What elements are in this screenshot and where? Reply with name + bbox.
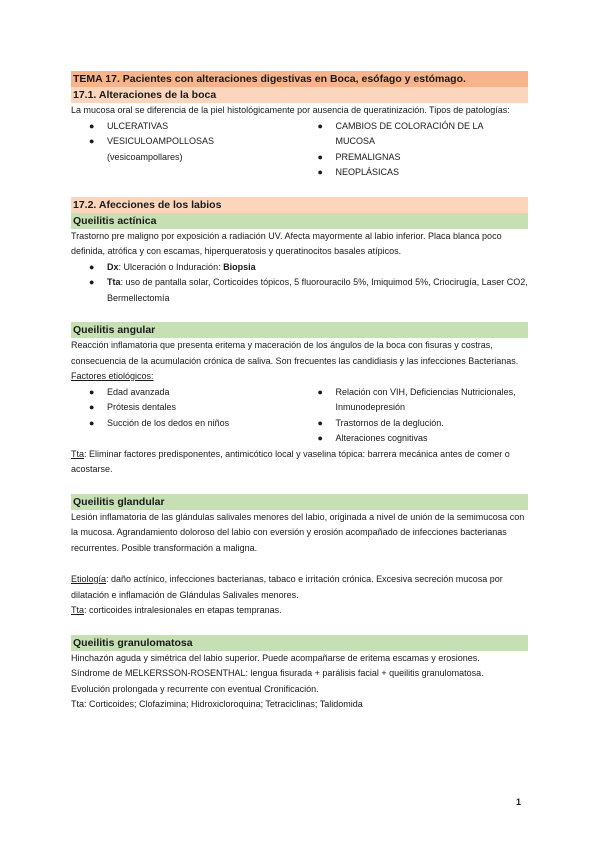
topic-title: TEMA 17. Pacientes con alteraciones digestivas en Boca, esófago y estómago. <box>71 71 528 87</box>
subsection-title-actinica: Queilitis actínica <box>71 213 528 229</box>
list-item: ● Prótesis dentales <box>71 400 300 416</box>
bullet-icon: ● <box>89 386 95 397</box>
glandular-tta: Tta: corticoides intralesionales en etapas tempranas. <box>71 605 282 615</box>
bullet-icon: ● <box>89 277 95 287</box>
page-number: 1 <box>516 797 522 807</box>
granulomatosa-line-4: Tta: Corticoides; Clofazimina; Hidroxicloroquina; Tetraciclinas; Talidomida <box>71 699 363 709</box>
factores-list-right <box>300 385 529 447</box>
list-item: ● PREMALIGNAS <box>300 150 529 166</box>
bullet-icon: ● <box>89 261 95 272</box>
list-item: ● NEOPLÁSICAS <box>300 165 529 181</box>
factores-label: Factores etiológicos: <box>71 371 154 381</box>
document-page <box>71 71 528 713</box>
list-item: ● Tta: uso de pantalla solar, Corticoides tópicos, 5 fluorouracilo 5%, Imiquimod 5%, Criocirugía, Laser CO2, Bermellectomía <box>89 277 528 303</box>
subsection-title-angular: Queilitis angular <box>71 322 528 338</box>
glandular-text: Lesión inflamatoria de las glándulas salivales menores del labio, originada a nivel de unión de la semimucosa con la mucosa. Agrandamiento doloroso del labio con eversión y erosión acompañado de infecciones bacterianas recurrentes. Posible transformación a maligna. <box>71 511 525 553</box>
subsection-title-glandular: Queilitis glandular <box>71 494 528 510</box>
list-item: ● Alteraciones cognitivas <box>300 431 529 447</box>
list-item: ● Relación con VIH, Deficiencias Nutricionales, Inmunodepresión <box>317 386 516 412</box>
bullet-icon: ● <box>317 386 323 397</box>
boca-intro: La mucosa oral se diferencia de la piel histológicamente por ausencia de queratinización. Tipos de patologías: <box>71 105 510 115</box>
actinica-list <box>71 260 528 307</box>
granulomatosa-line-3: Evolución prolongada y recurrente con eventual Cronificación. <box>71 683 319 694</box>
list-item: ● ULCERATIVAS <box>71 119 300 135</box>
actinica-text: Trastorno pre maligno por exposición a radiación UV. Afecta mayormente al labio inferior. Placa blanca poco definida, atrófica y con escamas, hiperqueratosis y queratinocitos basales atípicos. <box>71 230 502 256</box>
bullet-icon: ● <box>317 151 323 162</box>
list-item: ● Edad avanzada <box>71 385 300 401</box>
factores-list-left <box>71 385 300 447</box>
bullet-icon: ● <box>317 120 323 131</box>
angular-text: Reacción inflamatoria que presenta eritema y maceración de los ángulos de la boca con fisuras y costras, consecuencia de la acumulación crónica de saliva. Son frecuentes las candidiasis y las infecciones Bacterianas. <box>71 340 519 366</box>
list-item: ● CAMBIOS DE COLORACIÓN DE LA MUCOSA <box>317 120 484 146</box>
bullet-icon: ● <box>317 417 323 428</box>
section-title-boca: 17.1. Alteraciones de la boca <box>71 87 528 103</box>
section-title-labios: 17.2. Afecciones de los labios <box>71 197 528 213</box>
bullet-icon: ● <box>89 136 95 146</box>
list-item: ● Succión de los dedos en niños <box>71 416 300 432</box>
pathology-list-right <box>300 119 529 181</box>
list-item: ● Trastornos de la deglución. <box>300 416 529 432</box>
list-item: ● VESICULOAMPOLLOSAS (vesicoampollares) <box>89 136 215 162</box>
factores-list <box>71 385 528 447</box>
granulomatosa-line-2: Síndrome de MELKERSSON-ROSENTHAL: lengua fisurada + parálisis facial + queilitis granulomatosa. <box>71 668 484 678</box>
list-item: ● Dx: Ulceración o Induración: Biopsia <box>71 260 528 276</box>
glandular-etiologia: Etiología: daño actínico, infecciones bacterianas, tabaco e irritación crónica. Excesiva secreción mucosa por dilatación e inflamación de Glándulas Salivales menores. <box>71 574 503 600</box>
pathology-types <box>71 119 528 181</box>
bullet-icon: ● <box>89 120 95 131</box>
subsection-title-granulomatosa: Queilitis granulomatosa <box>71 635 528 651</box>
bullet-icon: ● <box>89 402 95 412</box>
granulomatosa-line-1: Hinchazón aguda y simétrica del labio superior. Puede acompañarse de eritema escamas y erosiones. <box>71 652 480 663</box>
bullet-icon: ● <box>317 167 323 177</box>
angular-tta: Tta: Eliminar factores predisponentes, antimicótico local y vaselina tópica: barrera mecánica antes de comer o acostarse. <box>71 448 510 474</box>
bullet-icon: ● <box>317 433 323 443</box>
bullet-icon: ● <box>89 417 95 428</box>
pathology-list-left <box>71 119 300 181</box>
